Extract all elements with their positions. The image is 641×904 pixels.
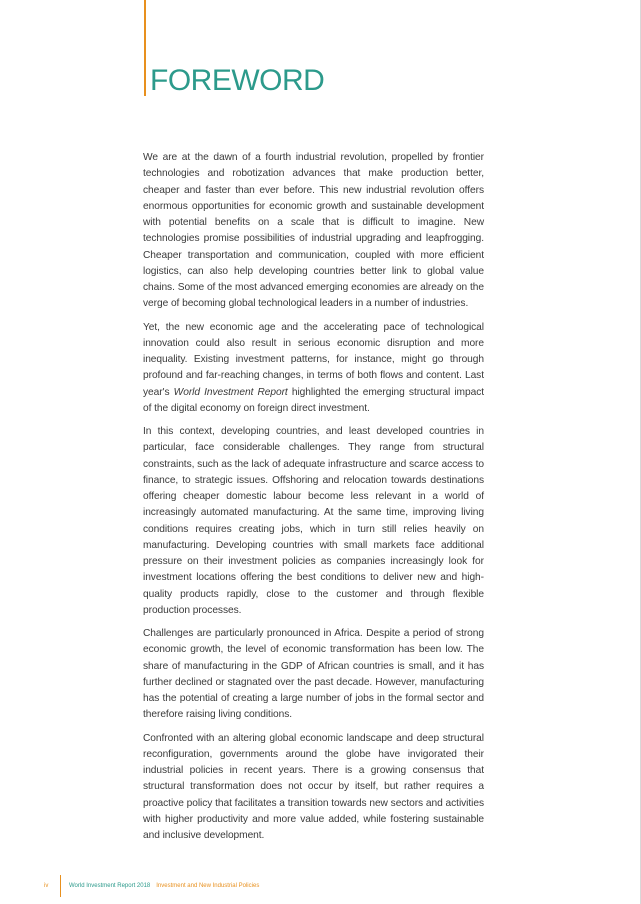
- text-run: Yet, the new economic age and the accelerating pace of technological innovation could also result in serious economic disruption and more inequality. Existing investment patterns, for instance, might go through profound and far-reaching changes, in terms of both flows and content. Last year's: [143, 321, 484, 398]
- paragraph: [143, 320, 484, 418]
- footer-publication: World Investment Report 2018: [69, 883, 151, 889]
- paragraph: [143, 150, 484, 313]
- paragraph: [143, 731, 484, 845]
- foreword-body: [143, 150, 484, 851]
- page-title: FOREWORD: [150, 64, 325, 97]
- paragraph: [143, 626, 484, 724]
- page-footer: [44, 875, 259, 897]
- publication-title: World Investment Report: [173, 386, 288, 398]
- paragraph: [143, 424, 484, 619]
- text-run: Challenges are particularly pronounced in Africa. Despite a period of strong economic growth, the level of economic transformation has been low. The share of manufacturing in the GDP of African countries is small, and it has further declined or stagnated over the past decade. However, manufacturing has the potential of creating a large number of jobs in the formal sector and therefore raising living conditions.: [143, 628, 484, 721]
- page-number: iv: [44, 883, 49, 889]
- text-run: highlighted the emerging structural impact of the digital economy on foreign direct investment.: [143, 386, 484, 414]
- footer-subtitle: Investment and New Industrial Policies: [156, 883, 260, 889]
- text-run: Confronted with an altering global economic landscape and deep structural reconfiguration, governments around the globe have invigorated their industrial policies in recent years. There is a growing consensus that structural transformation does not occur by itself, but rather requires a proactive policy that facilitates a transition towards new sectors and activities with higher productivity and more value added, while fostering sustainable and inclusive development.: [143, 732, 484, 841]
- text-run: We are at the dawn of a fourth industrial revolution, propelled by frontier technologies and robotization advances that make production better, cheaper and faster than ever before. This new industrial revolution offers enormous opportunities for economic growth and sustainable development with potential benefits on a scale that is difficult to imagine. New technologies promise possibilities of industrial upgrading and leapfrogging. Cheaper transportation and communication, coupled with more efficient logistics, can also help developing countries better link to global value chains. Some of the most advanced emerging economies are already on the verge of becoming global technological leaders in a number of industries.: [143, 152, 484, 310]
- title-accent-rule: [144, 0, 146, 96]
- text-run: In this context, developing countries, and least developed countries in particular, face considerable challenges. They range from structural constraints, such as the lack of adequate infrastructure and scarce access to finance, to strategic issues. Offshoring and relocation towards destinations offering cheaper domestic labour become less relevant in a world of increasingly automated manufacturing. At the same time, improving living conditions requires creating jobs, which in turn still relies heavily on manufacturing. Developing countries with small markets face additional pressure on their investment policies as companies increasingly look for investment locations offering the best conditions to deliver new and high-quality products rapidly, close to the customer and through flexible production processes.: [143, 426, 484, 616]
- footer-divider: [60, 875, 61, 897]
